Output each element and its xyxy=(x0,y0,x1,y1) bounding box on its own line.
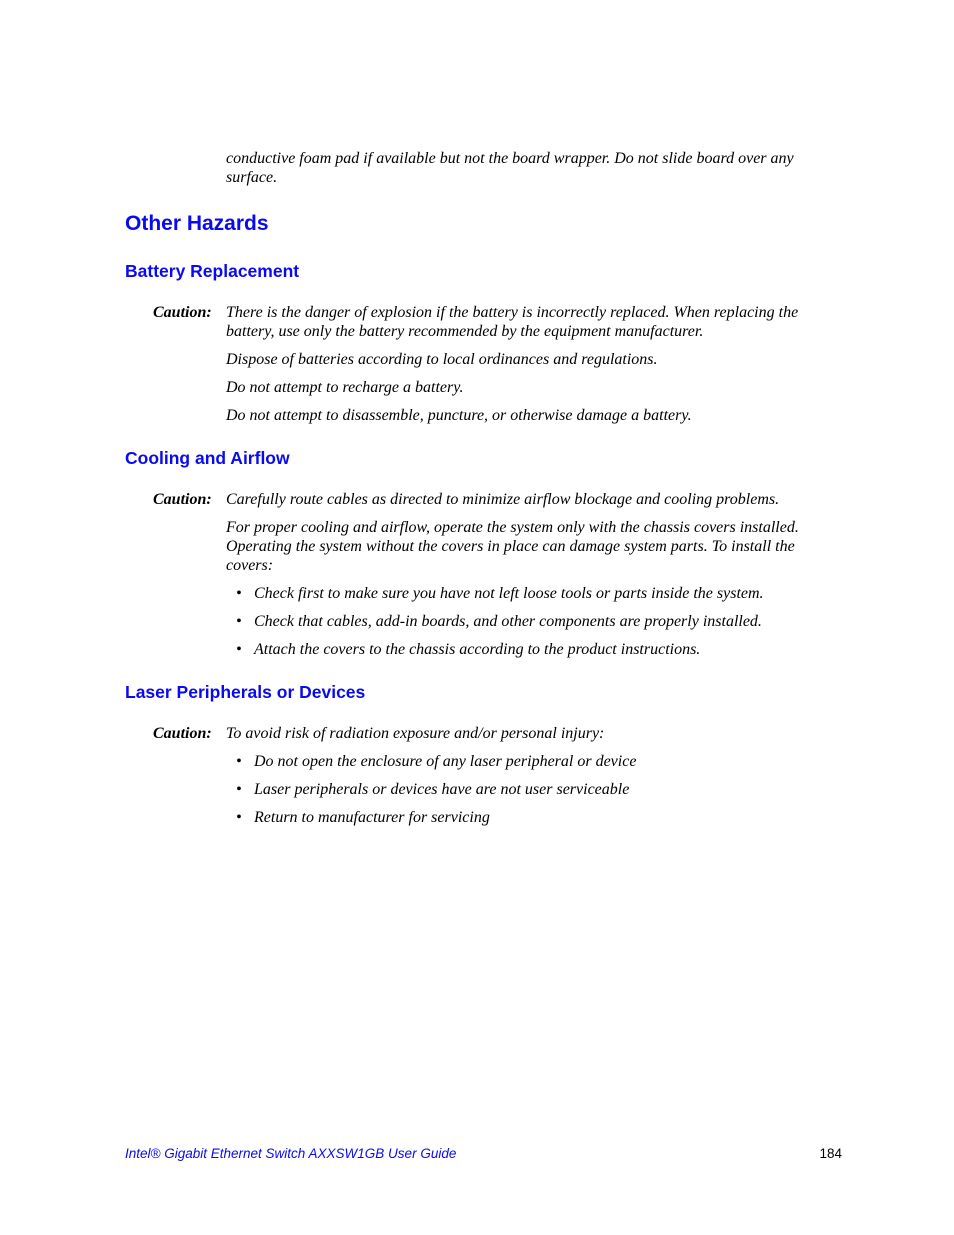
bullet-icon: • xyxy=(236,585,242,602)
battery-paragraph: Dispose of batteries according to local ordinances and regulations. xyxy=(226,351,658,368)
footer-document-title: Intel® Gigabit Ethernet Switch AXXSW1GB User Guide xyxy=(125,1146,457,1161)
battery-paragraph: Do not attempt to disassemble, puncture, or otherwise damage a battery. xyxy=(226,407,692,424)
cooling-heading: Cooling and Airflow xyxy=(125,448,290,468)
laser-bullet-item xyxy=(236,808,840,827)
cooling-bullet-item xyxy=(236,612,840,631)
laser-bullet-text: Laser peripherals or devices have are not user serviceable xyxy=(254,781,630,798)
cooling-bullet-item xyxy=(236,640,840,659)
cooling-bullet-text: Check that cables, add-in boards, and other components are properly installed. xyxy=(254,613,762,630)
cooling-bullet-item xyxy=(236,584,840,603)
cooling-paragraph: For proper cooling and airflow, operate the system only with the chassis covers installed. Operating the system without the covers in place can damage system parts. To install the covers: xyxy=(226,519,799,574)
laser-caution-label: Caution: xyxy=(153,725,212,742)
laser-heading: Laser Peripherals or Devices xyxy=(125,682,366,702)
footer-page-number: 184 xyxy=(819,1146,842,1161)
bullet-icon: • xyxy=(236,781,242,798)
cooling-caution-label: Caution: xyxy=(153,491,212,508)
battery-caution-label: Caution: xyxy=(153,304,212,321)
laser-bullet-text: Do not open the enclosure of any laser peripheral or device xyxy=(254,753,637,770)
cooling-bullet-text: Check first to make sure you have not left loose tools or parts inside the system. xyxy=(254,585,764,602)
battery-heading: Battery Replacement xyxy=(125,261,300,281)
cooling-bullet-text: Attach the covers to the chassis according to the product instructions. xyxy=(254,641,701,658)
laser-bullet-text: Return to manufacturer for servicing xyxy=(254,809,490,826)
bullet-icon: • xyxy=(236,809,242,826)
bullet-icon: • xyxy=(236,753,242,770)
section-title: Other Hazards xyxy=(125,212,269,235)
cooling-paragraph: Carefully route cables as directed to minimize airflow blockage and cooling problems. xyxy=(226,491,780,508)
bullet-icon: • xyxy=(236,613,242,630)
laser-bullet-item xyxy=(236,780,840,799)
intro-continuation-text: conductive foam pad if available but not the board wrapper. Do not slide board over any surface. xyxy=(226,150,794,186)
battery-paragraph: There is the danger of explosion if the battery is incorrectly replaced. When replacing the battery, use only the battery recommended by the equipment manufacturer. xyxy=(226,304,799,340)
bullet-icon: • xyxy=(236,641,242,658)
laser-bullet-item xyxy=(236,752,840,771)
laser-paragraph: To avoid risk of radiation exposure and/or personal injury: xyxy=(226,725,605,742)
battery-paragraph: Do not attempt to recharge a battery. xyxy=(226,379,464,396)
